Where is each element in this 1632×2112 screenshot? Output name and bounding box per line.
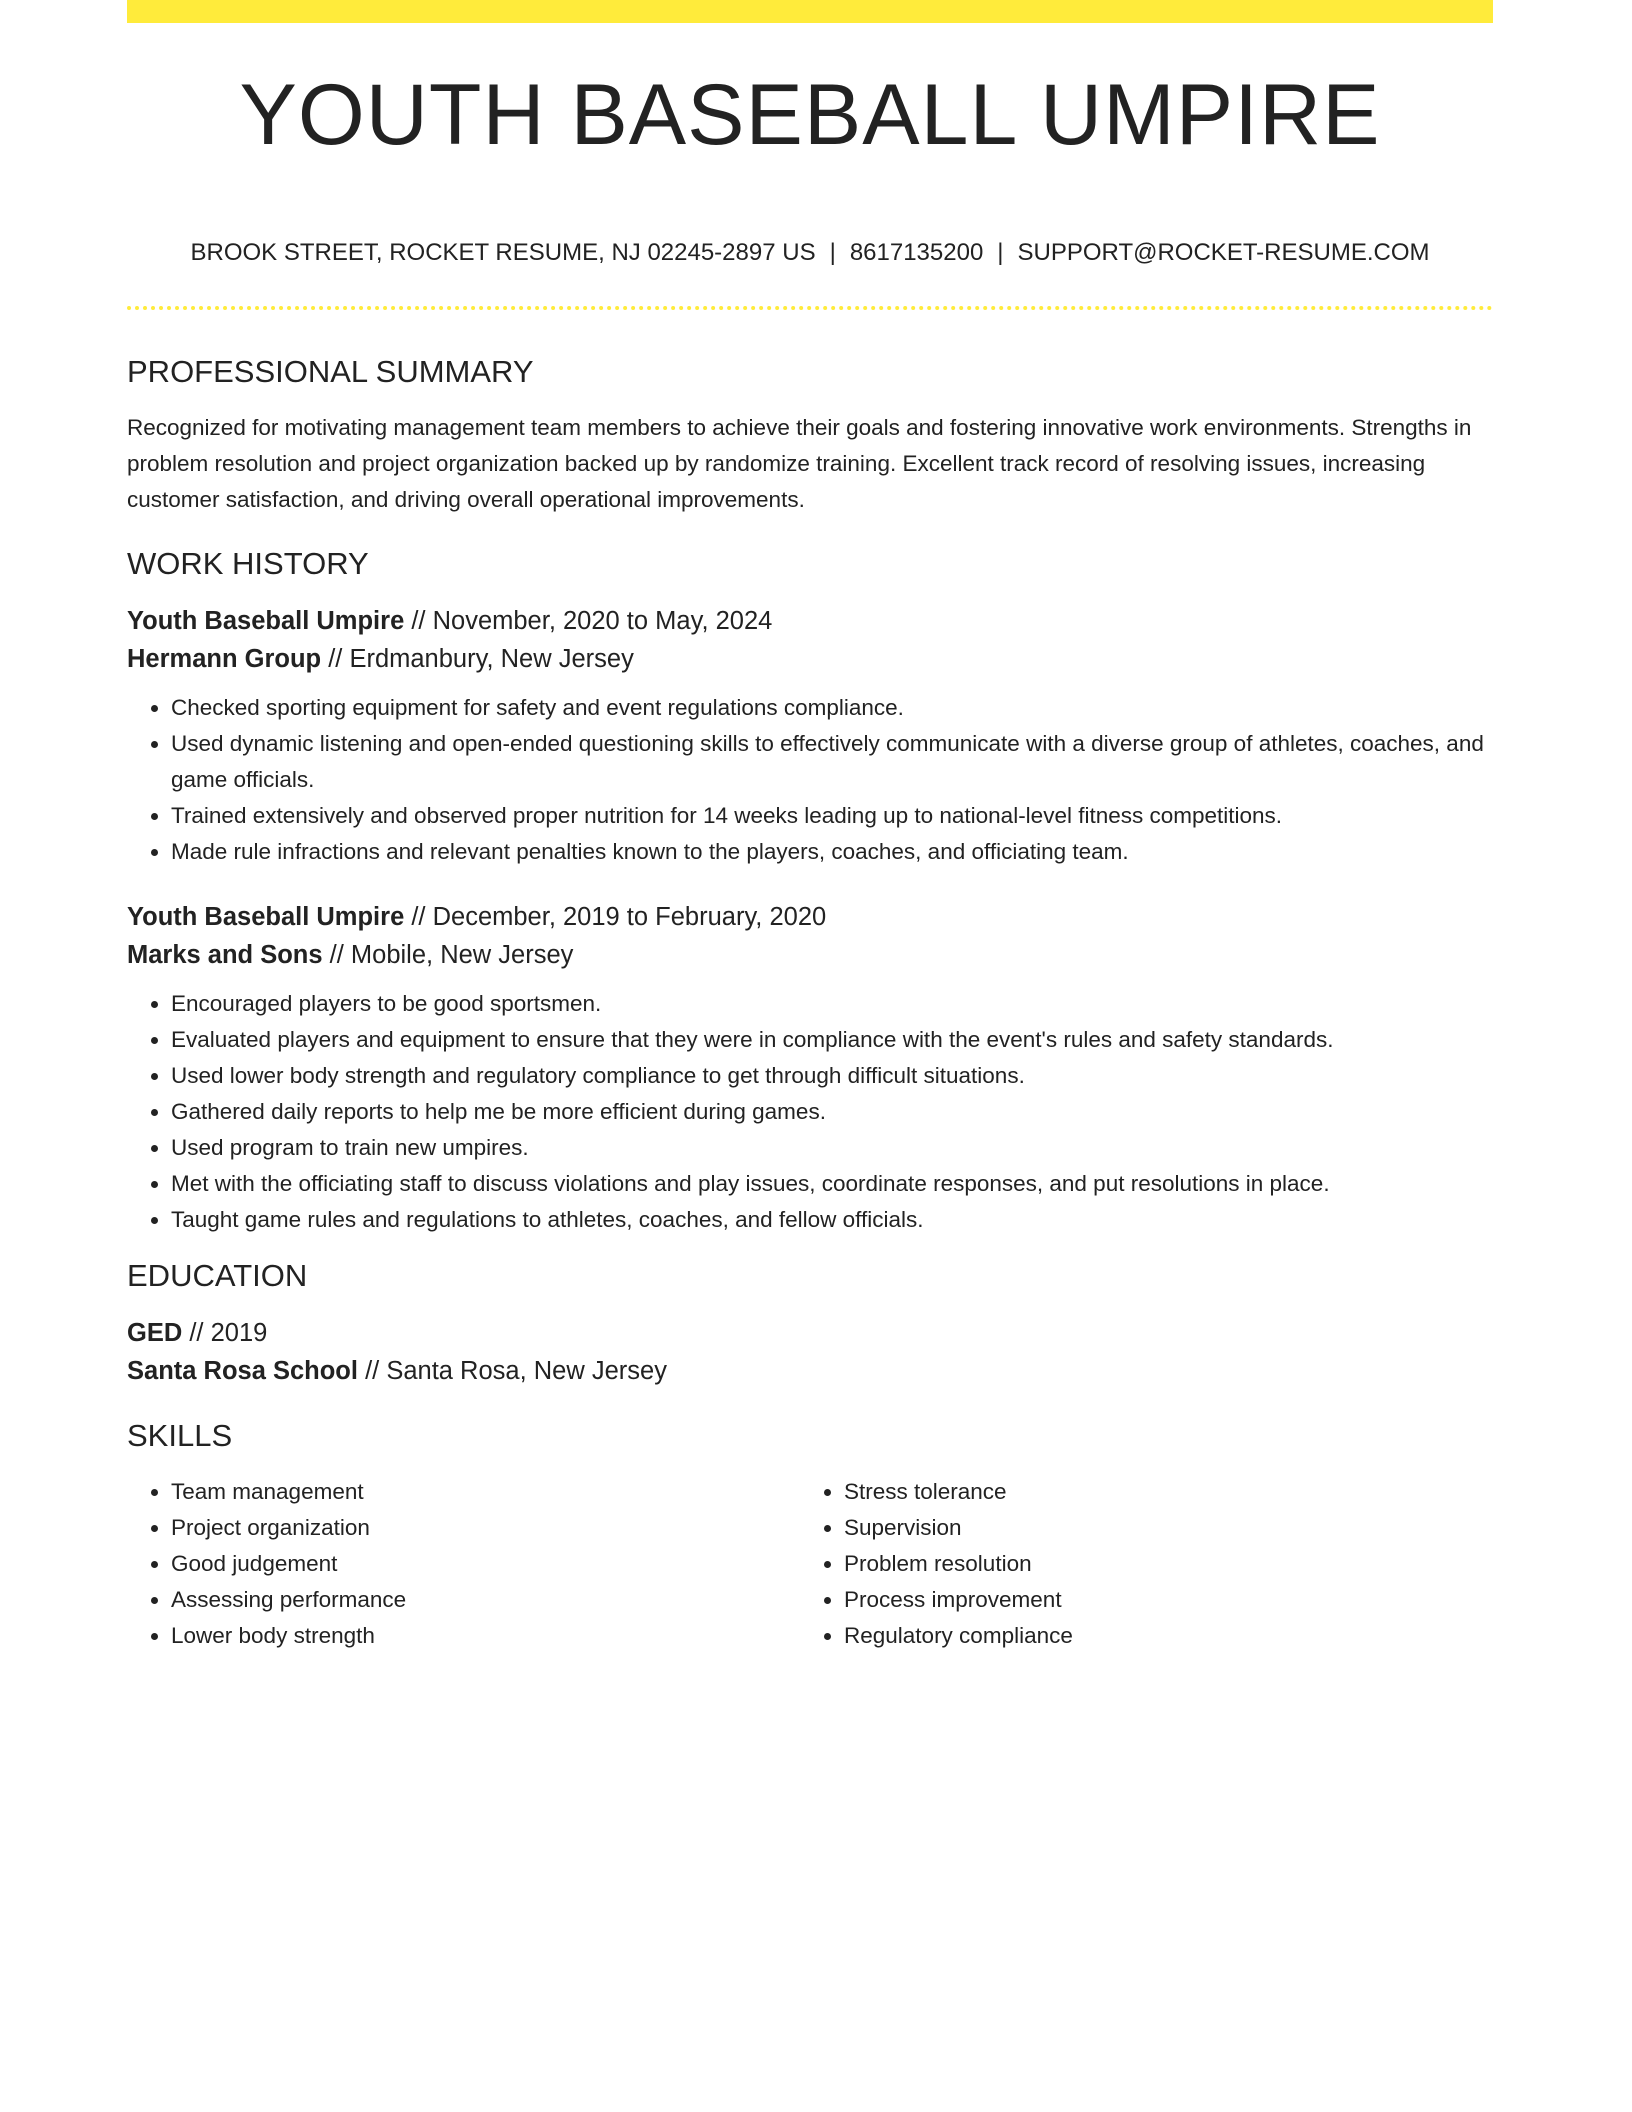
job-position: Youth Baseball Umpire bbox=[127, 607, 405, 635]
skill-item: • Supervision bbox=[844, 1510, 1473, 1546]
resume-title: YOUTH BASEBALL UMPIRE bbox=[239, 67, 1381, 163]
skill-item: • Stress tolerance bbox=[844, 1474, 1473, 1510]
skills-columns bbox=[127, 1474, 1493, 1654]
job-location: // Erdmanbury, New Jersey bbox=[321, 645, 634, 673]
job-company-line bbox=[127, 640, 1493, 678]
skills-title: SKILLS bbox=[127, 1418, 233, 1453]
job-bullet: • Trained extensively and observed proper nutrition for 14 weeks leading up to national-level fitness competitions. bbox=[171, 798, 1493, 834]
education-year: // 2019 bbox=[182, 1319, 268, 1347]
job-bullet: • Encouraged players to be good sportsmen. bbox=[171, 986, 1493, 1022]
job-company: Marks and Sons bbox=[127, 941, 323, 969]
education-location: // Santa Rosa, New Jersey bbox=[357, 1357, 667, 1385]
skill-item: • Assessing performance bbox=[171, 1582, 800, 1618]
accent-bar bbox=[127, 0, 1493, 23]
job-entry bbox=[127, 602, 1493, 870]
job-bullet: • Met with the officiating staff to discuss violations and play issues, coordinate responses, and put resolutions in place. bbox=[171, 1166, 1493, 1202]
job-entry bbox=[127, 898, 1493, 1238]
job-bullet: • Used dynamic listening and open-ended questioning skills to effectively communicate with a diverse group of athletes, coaches, and game officials. bbox=[171, 726, 1493, 798]
work-history-section bbox=[127, 544, 1493, 1238]
skills-list-right bbox=[800, 1474, 1473, 1654]
summary-text: Recognized for motivating management team members to achieve their goals and fostering innovative work environments. Strengths in problem resolution and project organization backed up by randomize training. Excellent track record of resolving issues, increasing customer satisfaction, and driving overall operational improvements. bbox=[127, 415, 1472, 512]
job-company-line bbox=[127, 936, 1493, 974]
dotted-divider bbox=[127, 306, 1493, 310]
education-degree: GED bbox=[127, 1319, 183, 1347]
education-school: Santa Rosa School bbox=[127, 1357, 358, 1385]
contact-email: SUPPORT@ROCKET-RESUME.COM bbox=[1017, 239, 1430, 266]
job-title-line bbox=[127, 602, 1493, 640]
job-location: // Mobile, New Jersey bbox=[322, 941, 574, 969]
job-bullets bbox=[127, 986, 1493, 1238]
contact-line bbox=[127, 238, 1493, 268]
job-bullet: • Used program to train new umpires. bbox=[171, 1130, 1493, 1166]
job-bullet: • Evaluated players and equipment to ensure that they were in compliance with the event's rules and safety standards. bbox=[171, 1022, 1493, 1058]
job-bullet: • Taught game rules and regulations to athletes, coaches, and fellow officials. bbox=[171, 1202, 1493, 1238]
job-dates: // November, 2020 to May, 2024 bbox=[404, 607, 773, 635]
skills-section bbox=[127, 1416, 1493, 1654]
skill-item: • Lower body strength bbox=[171, 1618, 800, 1654]
contact-separator: | bbox=[997, 239, 1004, 266]
education-degree-line bbox=[127, 1314, 1493, 1352]
summary-section bbox=[127, 352, 1493, 518]
education-title: EDUCATION bbox=[127, 1258, 308, 1293]
contact-separator: | bbox=[829, 239, 836, 266]
skill-item: • Process improvement bbox=[844, 1582, 1473, 1618]
job-title-line bbox=[127, 898, 1493, 936]
job-position: Youth Baseball Umpire bbox=[127, 903, 405, 931]
education-section bbox=[127, 1256, 1493, 1390]
skill-item: • Good judgement bbox=[171, 1546, 800, 1582]
job-bullets bbox=[127, 690, 1493, 870]
resume-content bbox=[127, 352, 1493, 1654]
summary-title: PROFESSIONAL SUMMARY bbox=[127, 354, 534, 389]
job-dates: // December, 2019 to February, 2020 bbox=[404, 903, 827, 931]
skill-item: • Regulatory compliance bbox=[844, 1618, 1473, 1654]
job-bullet: • Made rule infractions and relevant penalties known to the players, coaches, and officiating team. bbox=[171, 834, 1493, 870]
education-school-line bbox=[127, 1352, 1493, 1390]
contact-phone: 8617135200 bbox=[849, 239, 984, 266]
job-bullet: • Checked sporting equipment for safety and event regulations compliance. bbox=[171, 690, 1493, 726]
skill-item: • Problem resolution bbox=[844, 1546, 1473, 1582]
job-bullet: • Used lower body strength and regulatory compliance to get through difficult situations. bbox=[171, 1058, 1493, 1094]
skill-item: • Project organization bbox=[171, 1510, 800, 1546]
skill-item: • Team management bbox=[171, 1474, 800, 1510]
skills-list-left bbox=[127, 1474, 800, 1654]
contact-address: BROOK STREET, ROCKET RESUME, NJ 02245-2897 US bbox=[190, 239, 816, 266]
job-company: Hermann Group bbox=[127, 645, 322, 673]
work-history-title: WORK HISTORY bbox=[127, 546, 369, 581]
job-bullet: • Gathered daily reports to help me be more efficient during games. bbox=[171, 1094, 1493, 1130]
